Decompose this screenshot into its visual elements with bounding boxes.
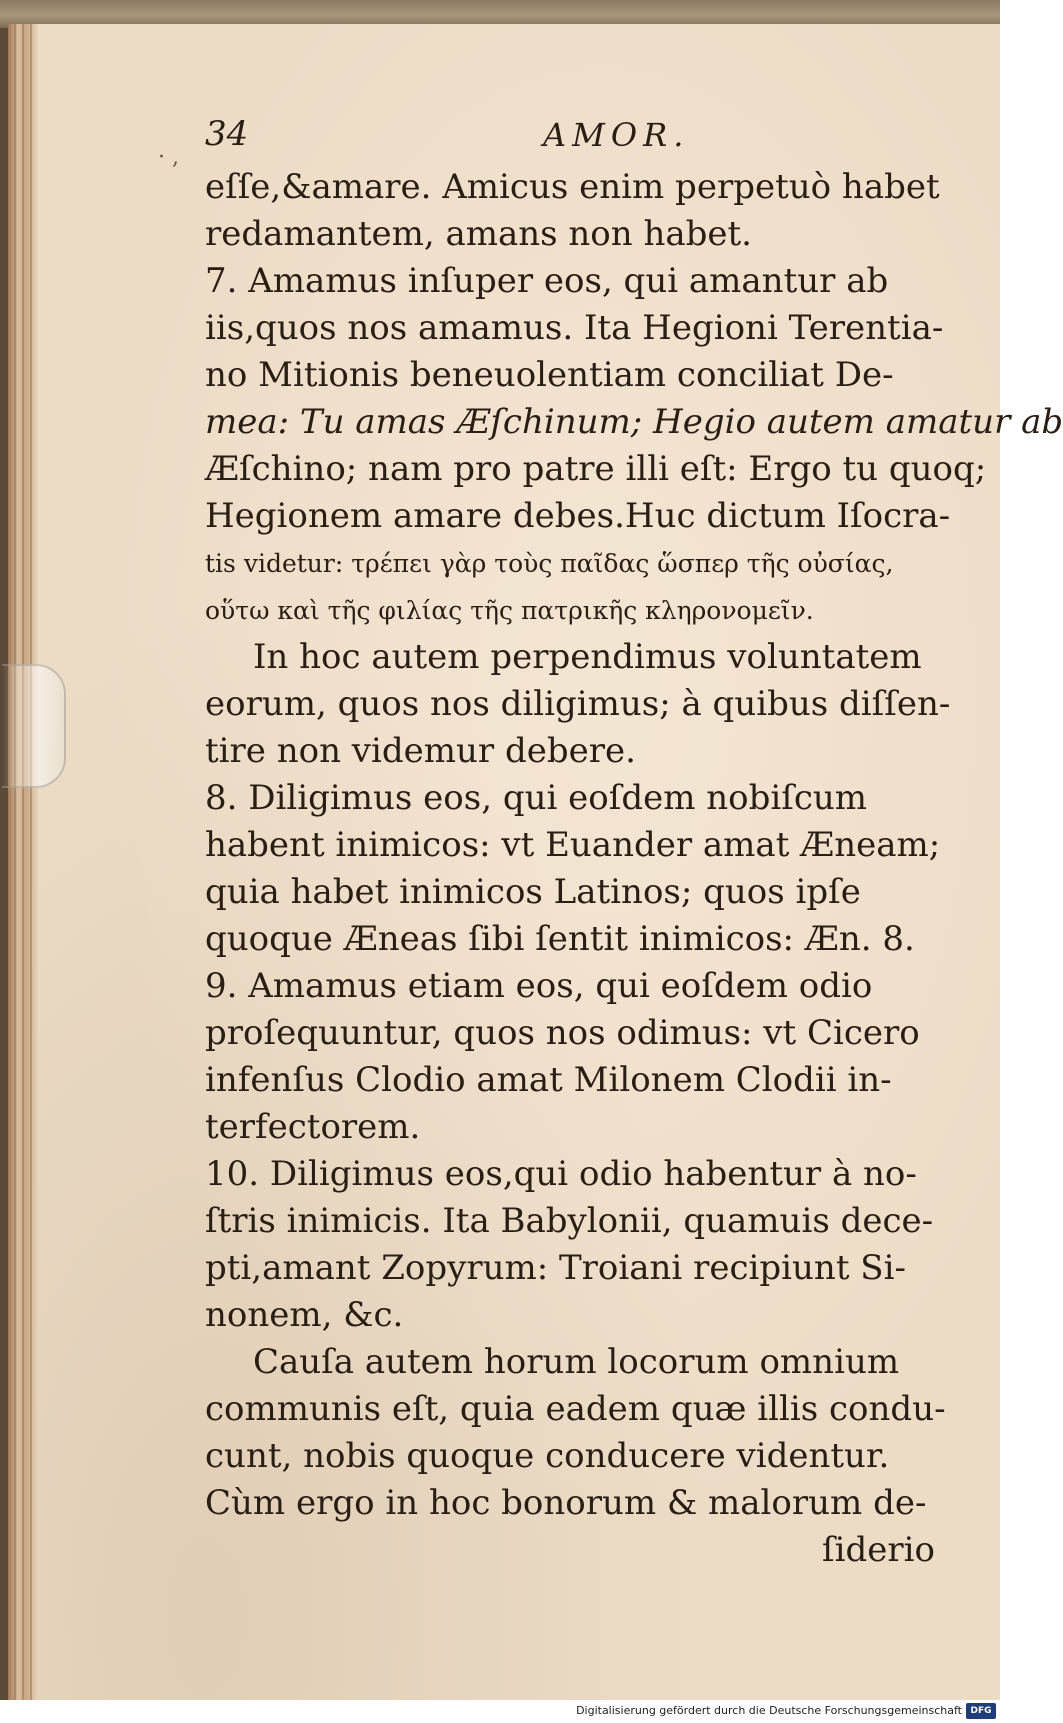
text-line: In hoc autem perpendimus voluntatem bbox=[253, 637, 922, 677]
text-line: 8. Diligimus eos, qui eoſdem nobiſcum bbox=[205, 778, 868, 818]
page-clip bbox=[2, 664, 66, 788]
running-title: AMOR. bbox=[543, 116, 690, 154]
text-line: Cùm ergo in hoc bonorum & malorum de- bbox=[205, 1483, 927, 1523]
dfg-logo: DFG bbox=[966, 1703, 996, 1719]
text-line: Æſchino; nam pro patre illi eſt: Ergo tu quoq; bbox=[205, 449, 987, 489]
text-line: terfectorem. bbox=[205, 1107, 421, 1147]
text-line: mea: Tu amas Æſchinum; Hegio autem amatur ab bbox=[205, 402, 1063, 442]
page-text bbox=[205, 108, 1063, 1574]
text-line: 10. Diligimus eos,qui odio habentur à no- bbox=[205, 1154, 917, 1194]
text-line: Cauſa autem horum locorum omnium bbox=[253, 1342, 900, 1382]
text-line: iis,quos nos amamus. Ita Hegioni Terentia- bbox=[205, 308, 944, 348]
text-line: communis eſt, quia eadem quæ illis condu- bbox=[205, 1389, 946, 1429]
page-header bbox=[205, 108, 975, 164]
page-number: 34 bbox=[205, 114, 249, 154]
text-line: habent inimicos: vt Euander amat Æneam; bbox=[205, 825, 941, 865]
text-line: redamantem, amans non habet. bbox=[205, 214, 752, 254]
spine-fold-line bbox=[22, 24, 24, 1700]
text-line: 9. Amamus etiam eos, qui eoſdem odio bbox=[205, 966, 873, 1006]
text-line: quoque Æneas ſibi ſentit inimicos: Æn. 8. bbox=[205, 919, 915, 959]
text-line: nonem, &c. bbox=[205, 1295, 404, 1335]
spine-fold-line bbox=[30, 24, 32, 1700]
text-line: ſtris inimicis. Ita Babylonii, quamuis dece- bbox=[205, 1201, 934, 1241]
margin-mark: · , bbox=[158, 145, 179, 170]
text-line: infenſus Clodio amat Milonem Clodii in- bbox=[205, 1060, 892, 1100]
text-line: tire non videmur debere. bbox=[205, 731, 636, 771]
text-line: eſſe,&amare. Amicus enim perpetuò habet bbox=[205, 167, 940, 207]
text-line: pti,amant Zopyrum: Troiani recipiunt Si- bbox=[205, 1248, 906, 1288]
text-line: tis videtur: τρέπει γὰρ τοὺς παῖδας ὥσπερ τῆς οὐσίας, bbox=[205, 549, 894, 578]
text-line: cunt, nobis quoque conducere videntur. bbox=[205, 1436, 890, 1476]
text-line: οὕτω καὶ τῆς φιλίας τῆς πατρικῆς κληρονομεῖν. bbox=[205, 596, 814, 625]
text-line: Hegionem amare debes.Huc dictum Iſocra- bbox=[205, 496, 951, 536]
text-line: no Mitionis beneuolentiam conciliat De- bbox=[205, 355, 894, 395]
spine-fold-line bbox=[14, 24, 16, 1700]
text-line: proſequuntur, quos nos odimus: vt Cicero bbox=[205, 1013, 920, 1053]
text-line: quia habet inimicos Latinos; quos ipſe bbox=[205, 872, 861, 912]
catchword: ſiderio bbox=[822, 1530, 935, 1570]
text-line: eorum, quos nos diligimus; à quibus diſſen- bbox=[205, 684, 951, 724]
text-line: 7. Amamus inſuper eos, qui amantur ab bbox=[205, 261, 889, 301]
funding-note: Digitalisierung gefördert durch die Deutsche Forschungsgemeinschaft bbox=[576, 1704, 962, 1717]
page-spine bbox=[8, 24, 38, 1700]
digitization-footer bbox=[0, 1700, 1000, 1723]
